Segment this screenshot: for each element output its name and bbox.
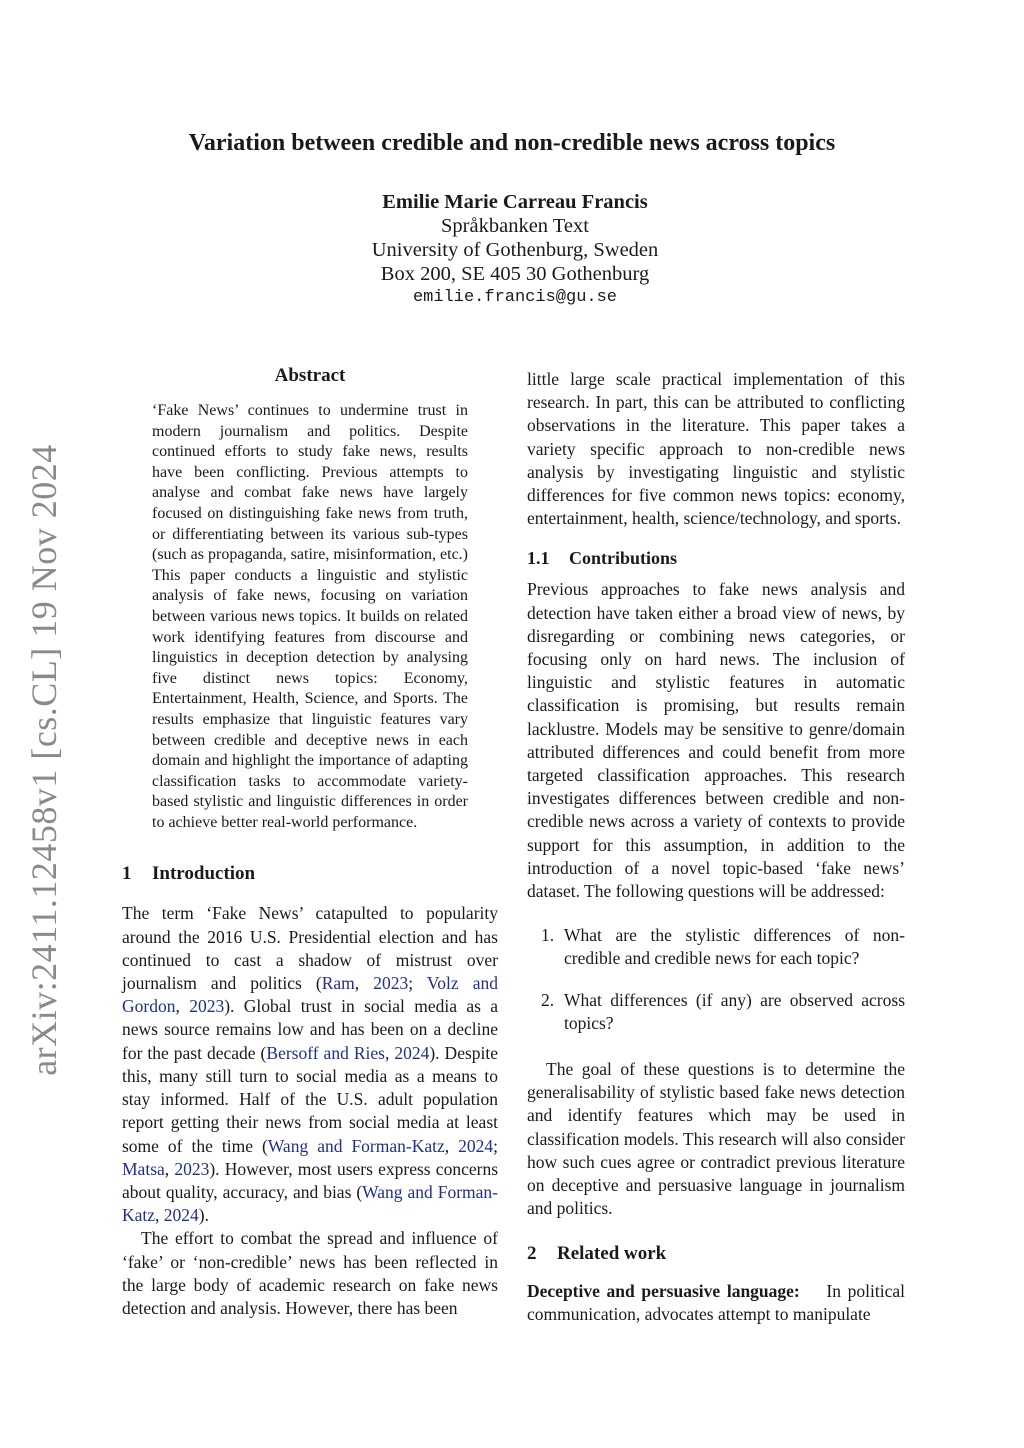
text-run: ). However, most users express concerns about quality, accuracy, and bias ( (122, 1158, 498, 1202)
author-email[interactable]: emilie.francis@gu.se (412, 288, 618, 307)
section-number: 1 (122, 863, 132, 885)
paragraph-text: In political communication, advocates attempt to manipulate (527, 1280, 905, 1324)
author-affiliation-lab: Språkbanken Text (441, 215, 589, 237)
subsection-title: Contributions (569, 548, 678, 569)
text-run: ; (408, 973, 427, 994)
text-run: ). Despite this, many still turn to social media as a means to stay informed. Half of the U.S. adult population report getting their news from social media at least some of the time ( (122, 1042, 499, 1156)
section-heading-introduction (122, 863, 498, 885)
citation-link[interactable]: 2023 (174, 1158, 210, 1179)
contributions-paragraph-1: Previous approaches to fake news analysis and detection have taken either a broad view of news, by disregarding or combining news categories, or focusing only on hard news. The inclusion of linguistic and stylistic features in automatic classification is promising, but results remain lacklustre. Models may be sensitive to genre/domain attributed differences and could benefit from more targeted classification approaches. This research investigates differences between credible and non-credible news across a variety of contexts to provide support for this assumption, in addition to the introduction of a novel topic-based ‘fake news’ dataset. The following questions will be addressed: (527, 579, 905, 902)
list-item-number: 2. (541, 989, 555, 1010)
section-heading-related-work (527, 1243, 905, 1265)
citation-link[interactable]: 2024 (458, 1135, 494, 1156)
abstract-heading: Abstract (274, 365, 346, 386)
research-questions-list (527, 924, 905, 1035)
intro-paragraph-2: The effort to combat the spread and influence of ‘fake’ or ‘non-credible’ news has been reflected in the large body of academic research on fake news detection and analysis. However, there has been (122, 1228, 498, 1318)
text-run: , (155, 1205, 164, 1226)
citation-link[interactable]: 2023 (189, 996, 225, 1017)
text-run: , (175, 996, 190, 1017)
intro-paragraph-1 (122, 902, 498, 1227)
intro-paragraph-2-continued: little large scale practical implementation of this research. In part, this can be attributed to conflicting observations in the literature. This paper takes a variety specific approach to non-credible news analysis by investigating linguistic and stylistic differences for five common news topics: economy, entertainment, health, science/technology, and sports. (527, 369, 905, 529)
list-item-number: 1. (541, 925, 555, 946)
list-item (527, 924, 905, 970)
author-address: Box 200, SE 405 30 Gothenburg (380, 263, 650, 285)
subsection-number: 1.1 (527, 548, 550, 569)
section-title: Introduction (152, 863, 256, 885)
citation-link[interactable]: 2024 (163, 1205, 199, 1226)
citation-link[interactable]: Wang and Forman-Katz (267, 1135, 445, 1156)
text-run: , (164, 1158, 175, 1179)
list-item-text: What differences (if any) are observed across topics? (564, 989, 905, 1033)
author-block (0, 190, 1024, 310)
citation-link[interactable]: 2024 (394, 1042, 430, 1063)
author-name: Emilie Marie Carreau Francis (382, 191, 648, 213)
text-run: , (444, 1135, 459, 1156)
text-run: ; (493, 1135, 499, 1156)
left-column (122, 365, 498, 1320)
citation-link[interactable]: 2023 (373, 973, 409, 994)
right-column (527, 368, 905, 1326)
text-run: ). (198, 1205, 209, 1226)
text-run: ). Global trust in social media as a news source remains low and has been on a decline for the past decade ( (122, 996, 499, 1063)
citation-link[interactable]: Wang and Forman-Katz (122, 1181, 498, 1226)
list-item (527, 989, 905, 1035)
section-title: Related work (557, 1242, 667, 1264)
paper-title: Variation between credible and non-credible news across topics (188, 130, 836, 156)
citation-link[interactable]: Bersoff and Ries (266, 1042, 385, 1063)
list-item-text: What are the stylistic differences of non-credible and credible news for each topic? (564, 925, 905, 969)
citation-link[interactable]: Ram (321, 973, 355, 994)
abstract-text: ‘Fake News’ continues to undermine trust in modern journalism and politics. Despite continued efforts to study fake news, results have been conflicting. Previous attempts to analyse and combat fake news have largely focused on distinguishing fake news from truth, or differentiating between its various sub-types (such as propaganda, satire, misinformation, etc.) This paper conducts a linguistic and stylistic analysis of fake news, focusing on variation between various news topics. It builds on related work identifying features from discourse and linguistics in deception detection by analysing five distinct news topics: Economy, Entertainment, Health, Science, and Sports. The results emphasize that linguistic features vary between credible and deceptive news in each domain and highlight the importance of adapting classification tasks to accommodate variety-based stylistic and linguistic differences in order to achieve better real-world performance. (152, 402, 468, 831)
text-run: , (384, 1042, 395, 1063)
arxiv-identifier-stamp: arXiv:2411.12458v1 [cs.CL] 19 Nov 2024 (24, 444, 64, 1076)
author-affiliation-university: University of Gothenburg, Sweden (371, 239, 659, 261)
citation-link[interactable]: Matsa (122, 1158, 165, 1179)
text-run: The term ‘Fake News’ catapulted to popularity around the 2016 U.S. Presidential election and has continued to cast a shadow of mistrust over journalism and politics ( (122, 903, 498, 994)
paragraph-label: Deceptive and persuasive language: (527, 1280, 800, 1301)
contributions-paragraph-2: The goal of these questions is to determine the generalisability of stylistic based fake news detection and identify features which may be used in classification models. This research will also consider how such cues agree or contradict previous literature on deceptive and persuasive language in journalism and politics. (527, 1059, 905, 1219)
text-run: , (354, 973, 374, 994)
section-number: 2 (527, 1242, 537, 1264)
related-work-paragraph-1 (527, 1280, 905, 1326)
subsection-heading-contributions (527, 548, 905, 569)
citation-link[interactable]: Volz and Gordon (122, 973, 499, 1017)
